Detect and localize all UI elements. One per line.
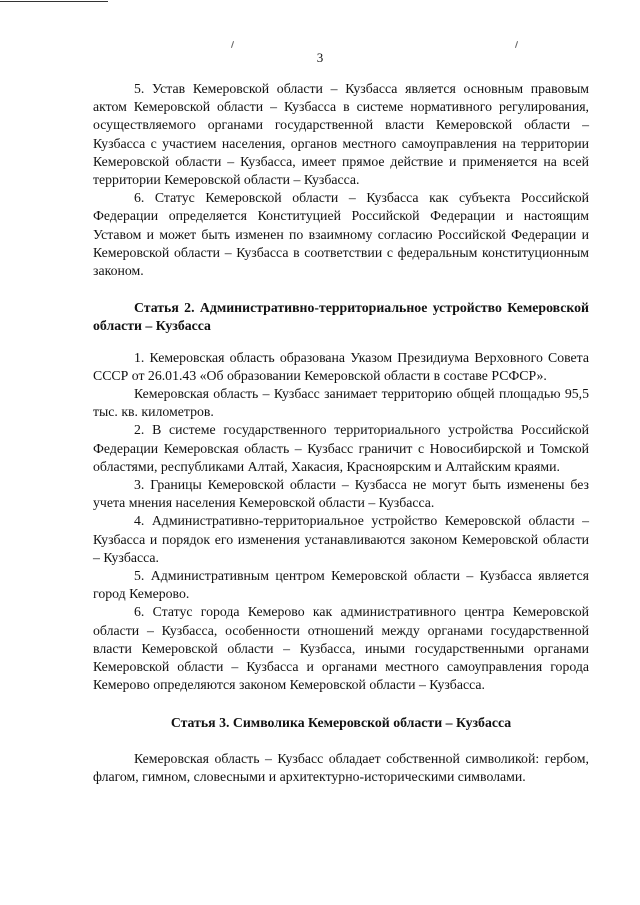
article-2-paragraph: 1. Кемеровская область образована Указом Президиума Верховного Совета СССР от 26.01.43 «Об образовании Кемеровской области в составе РСФСР». bbox=[93, 349, 589, 383]
page-number: 3 bbox=[316, 50, 324, 65]
article-2-heading: Статья 2. Административно-территориальное устройство Кемеровской области – Кузбасса bbox=[93, 300, 589, 334]
article-2-paragraph: 2. В системе государственного территориального устройства Российской Федерации Кемеровская область – Кузбасс граничит с Новосибирской и Томской областями, республиками Алтай, Хакасия, Красноярским и Алтайским краями. bbox=[93, 422, 589, 474]
paragraph-1-5: 5. Устав Кемеровской области – Кузбасса является основным правовым актом Кемеровской области – Кузбасса в системе нормативного регулирования, осуществляемого органами государственной власти Кемеровской области – Кузбасса с участием населения, органов местного самоуправления на территории Кемеровской области – Кузбасса, имеет прямое действие и применяется на всей территории Кемеровской области – Кузбасса. bbox=[93, 81, 589, 188]
document-body bbox=[93, 80, 589, 786]
article-2-paragraph: 3. Границы Кемеровской области – Кузбасса не могут быть изменены без учета мнения населения Кемеровской области – Кузбасса. bbox=[93, 477, 589, 511]
article-2-paragraph: 4. Административно-территориальное устройство Кемеровской области – Кузбасса и порядок его изменения устанавливаются законом Кемеровской области – Кузбасса. bbox=[93, 513, 589, 565]
paragraph-1-6: 6. Статус Кемеровской области – Кузбасса как субъекта Российской Федерации определяется Конституцией Российской Федерации и настоящим Уставом и может быть изменен по взаимному согласию Российской Федерации и Кемеровской области – Кузбасса в соответствии с федеральным конституционным законом. bbox=[93, 190, 589, 279]
article-3-heading: Статья 3. Символика Кемеровской области – Кузбасса bbox=[170, 714, 512, 730]
article-2-paragraph: 6. Статус города Кемерово как административного центра Кемеровской области – Кузбасса, особенности отношений между органами государственной власти Кемеровской области – Кузбасса, иными государственными органами Кемеровской области – Кузбасса и органами местного самоуправления города Кемерово определяются законом Кемеровской области – Кузбасса. bbox=[93, 604, 589, 693]
scan-mark bbox=[515, 41, 518, 48]
scan-mark bbox=[231, 41, 234, 48]
scan-top-rule bbox=[0, 1, 108, 2]
article-3-paragraph: Кемеровская область – Кузбасс обладает собственной символикой: гербом, флагом, гимном, словесными и архитектурно-историческими символами. bbox=[93, 750, 589, 784]
article-2-paragraph: Кемеровская область – Кузбасс занимает территорию общей площадью 95,5 тыс. кв. километров. bbox=[93, 386, 589, 420]
article-2-paragraph: 5. Административным центром Кемеровской области – Кузбасса является город Кемерово. bbox=[93, 568, 589, 602]
